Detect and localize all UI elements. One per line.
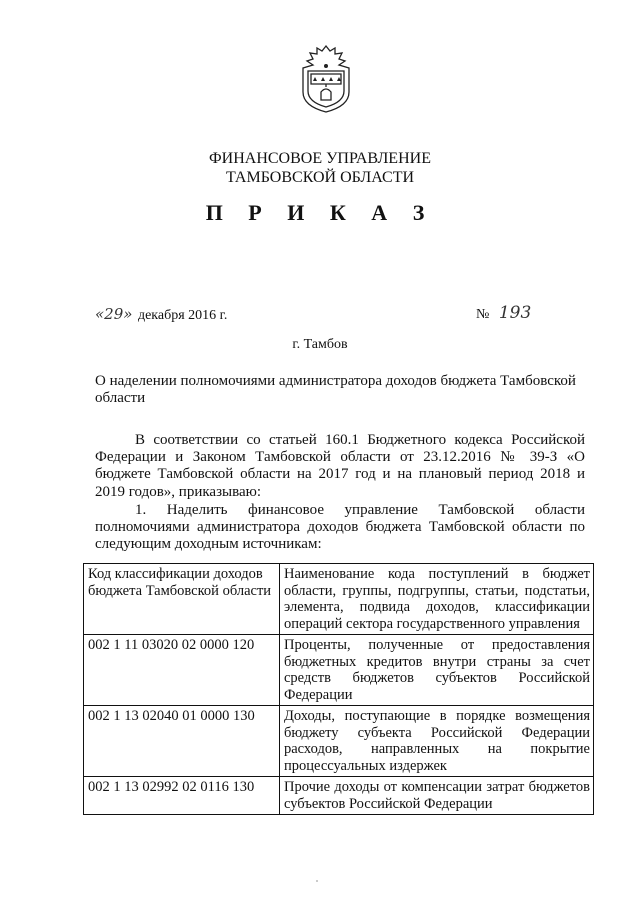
table-cell-code: 002 1 13 02040 01 0000 130 [84,706,280,777]
table-cell-name: Доходы, поступающие в порядке возмещения бюджету субъекта Российской Федерации расходов, направленных на покрытие процессуальных издержек [280,706,594,777]
table-cell-name: Проценты, полученные от предоставления бюджетных кредитов внутри страны за счет средств бюджетов субъектов Российской Федерации [280,635,594,706]
table-row [84,706,594,777]
order-number [476,303,531,323]
order-number-value: 193 [498,303,532,323]
table-row [84,635,594,706]
table-header-code: Код классификации доходов бюджета Тамбовской области [84,564,280,635]
order-date-rest: декабря 2016 г. [137,308,228,323]
table-row [84,777,594,815]
table-cell-code: 002 1 13 02992 02 0116 130 [84,777,280,815]
preamble-paragraph: В соответствии со статьей 160.1 Бюджетного кодекса Российской Федерации и Законом Тамбовской области от 23.12.2016 № 39-З «О бюджете Тамбовской области на 2017 год и на плановый период 2018 и 2019 годов», приказываю: [95,432,585,500]
table-cell-code: 002 1 11 03020 02 0000 120 [84,635,280,706]
table-header-name: Наименование кода поступлений в бюджет области, группы, подгруппы, статьи, подстатьи, элемента, подвида доходов, классификации операций сектора государственного управления [280,564,594,635]
coat-of-arms-emblem [297,44,355,114]
organization-name-line2: ТАМБОВСКОЙ ОБЛАСТИ [225,169,415,186]
organization-name-line1: ФИНАНСОВОЕ УПРАВЛЕНИЕ [209,150,431,167]
order-date [95,305,227,324]
table-cell-name: Прочие доходы от компенсации затрат бюджетов субъектов Российской Федерации [280,777,594,815]
scan-dot [316,880,318,882]
order-number-label: № [476,307,490,322]
revenue-codes-table [83,563,594,815]
clause-1-paragraph: 1. Наделить финансовое управление Тамбовской области полномочиями администратора доходов бюджета Тамбовской области по следующим доходным источникам: [95,502,585,553]
table-header-row [84,564,594,635]
order-date-day: «29» [95,305,133,323]
order-subject: О наделении полномочиями администратора доходов бюджета Тамбовской области [95,373,576,406]
issue-city: г. Тамбов [292,337,348,352]
document-title: П Р И К А З [205,200,435,225]
